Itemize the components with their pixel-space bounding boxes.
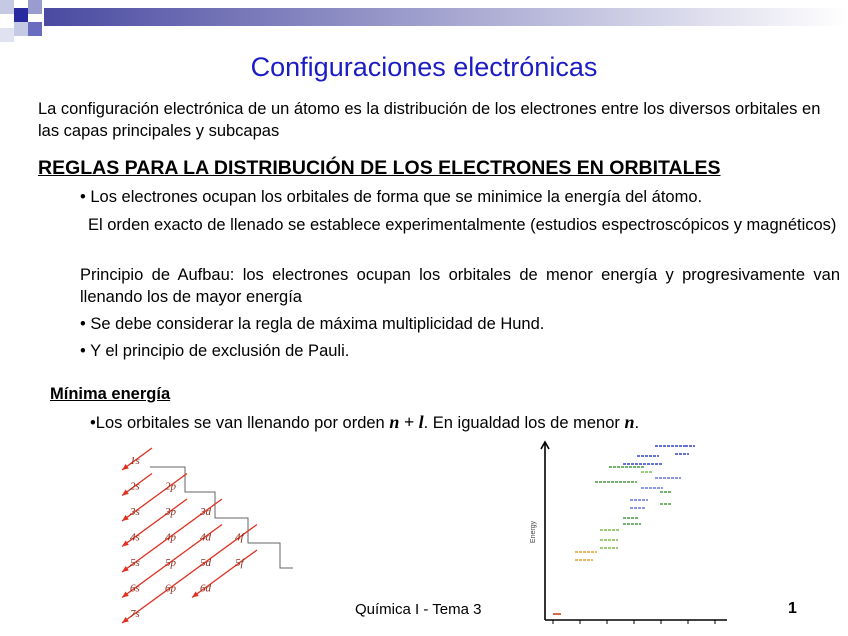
rule-aufbau-principle: Principio de Aufbau: los electrones ocupan los orbitales de menor energía y progresivamente van llenando los de mayor energía	[80, 266, 840, 306]
rule-pauli: • Y el principio de exclusión de Pauli.	[80, 342, 350, 360]
intro-paragraph: La configuración electrónica de un átomo es la distribución de los electrones entre los diversos orbitales en las capas principales y subcapas	[38, 100, 821, 140]
orbital-label-3p: 3p	[165, 506, 176, 518]
aufbau-arrow-head	[122, 566, 129, 572]
rule-minimize-energy: • Los electrones ocupan los orbitales de forma que se minimice la energía del átomo.	[80, 188, 703, 206]
aufbau-arrow-head	[122, 591, 129, 597]
orbital-rule-formula: n + l	[389, 412, 424, 432]
page-number: 1	[788, 600, 797, 617]
orbital-label-5s: 5s	[130, 557, 140, 569]
slide-title: Configuraciones electrónicas	[250, 52, 598, 82]
orbital-label-2s: 2s	[130, 480, 140, 493]
aufbau-arrow-head	[122, 489, 129, 495]
orbital-rule-suffix: .	[634, 414, 640, 432]
aufbau-arrow-head	[122, 464, 129, 470]
aufbau-arrow-head	[122, 617, 129, 623]
rules-heading: REGLAS PARA LA DISTRIBUCIÓN DE LOS ELECTRONES EN ORBITALES	[38, 157, 721, 179]
orbital-filling-rule	[90, 411, 639, 434]
orbital-label-5f: 5f	[235, 557, 244, 569]
orbital-label-1s: 1s	[130, 455, 140, 467]
orbital-label-6s: 6s	[130, 582, 140, 595]
rule-hund: • Se debe considerar la regla de máxima multiplicidad de Hund.	[80, 315, 545, 333]
orbital-label-6p: 6p	[165, 582, 176, 595]
orbital-label-7s: 7s	[130, 608, 140, 620]
aufbau-arrow-head	[192, 591, 199, 597]
orbital-rule-var: n	[624, 412, 635, 432]
orbital-rule-middle: . En igualdad los de menor	[423, 414, 625, 432]
aufbau-arrow-head	[122, 540, 129, 546]
orbital-label-4p: 4p	[165, 531, 176, 544]
orbital-label-4f: 4f	[235, 531, 244, 544]
footer-course-title: Química I - Tema 3	[355, 601, 482, 618]
rule-experimental-order: El orden exacto de llenado se establece experimentalmente (estudios espectroscópicos y magnéticos)	[88, 216, 837, 234]
orbital-label-4s: 4s	[130, 531, 140, 544]
energy-axes	[541, 442, 727, 620]
min-energy-heading: Mínima energía	[50, 385, 171, 403]
aufbau-diagram	[100, 440, 300, 636]
orbital-label-5p: 5p	[165, 557, 176, 569]
orbital-rule-prefix: •Los orbitales se van llenando por orden	[90, 414, 390, 432]
orbital-label-6d: 6d	[200, 582, 211, 595]
energy-level-diagram	[515, 432, 735, 636]
orbital-label-3s: 3s	[130, 506, 140, 518]
orbital-label-3d: 3d	[200, 506, 211, 518]
orbital-label-2p: 2p	[165, 480, 176, 493]
orbital-label-5d: 5d	[200, 557, 211, 569]
orbital-label-4d: 4d	[200, 531, 211, 544]
aufbau-arrow-head	[122, 515, 129, 521]
energy-axis-label: Energy	[530, 520, 537, 544]
header-decoration	[0, 0, 848, 50]
